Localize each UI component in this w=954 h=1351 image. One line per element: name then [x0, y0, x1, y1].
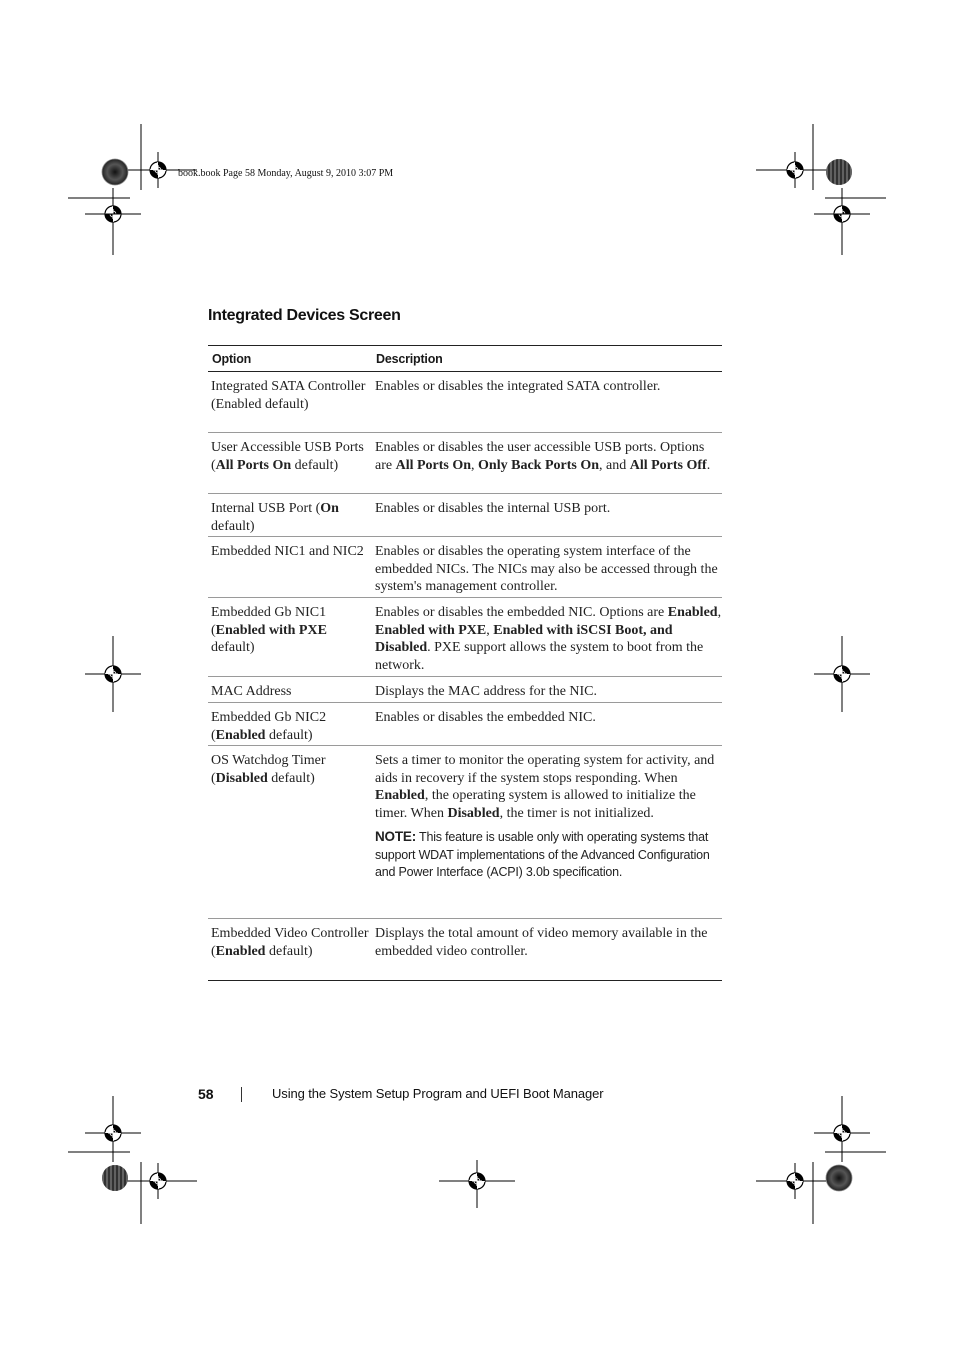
text-run: Enabled: [215, 727, 266, 743]
text-run: Embedded Video Controller (: [211, 926, 369, 959]
text-run: Enables or disables the operating system interface of the embedded NICs. The NICs may also be accessed through the system's management controller.: [375, 544, 718, 594]
table-row: [208, 919, 722, 980]
table-row: [208, 372, 722, 433]
text-run: Enables or disables the integrated SATA controller.: [375, 379, 661, 394]
text-run: Enables or disables the user accessible USB ports. Options are: [375, 440, 705, 473]
table-row: [208, 677, 722, 703]
text-run: Displays the total amount of video memory available in the embedded video controller.: [375, 926, 708, 959]
description-cell: [372, 604, 722, 676]
text-run: Disabled: [447, 805, 500, 821]
text-run: default): [265, 943, 313, 959]
description-cell: [372, 378, 722, 432]
description-cell: [372, 752, 722, 918]
table-body: [208, 372, 722, 980]
text-run: Enables or disables the embedded NIC.: [375, 710, 596, 725]
text-run: . PXE support allows the system to boot from the network.: [375, 640, 704, 673]
text-run: User Accessible USB Ports (: [211, 440, 364, 473]
option-cell: [208, 543, 372, 597]
text-run: default): [267, 770, 315, 786]
text-run: On: [320, 501, 339, 516]
table-row: [208, 703, 722, 746]
option-cell: [208, 604, 372, 676]
table-row: [208, 494, 722, 537]
text-run: , the operating system is allowed to initialize the timer. When: [375, 788, 696, 821]
text-run: .: [706, 457, 711, 473]
text-run: ,: [486, 622, 494, 638]
option-cell: [208, 439, 372, 493]
text-run: Enabled with PXE: [375, 622, 487, 638]
text-run: default): [265, 727, 313, 743]
table-row: [208, 537, 722, 598]
text-run: All Ports Off: [629, 457, 707, 473]
text-run: ,: [717, 605, 722, 620]
text-run: default): [211, 518, 255, 534]
option-cell: [208, 683, 372, 702]
text-run: All Ports On: [395, 457, 472, 473]
text-run: OS Watchdog Timer (: [211, 753, 326, 786]
table-row: [208, 598, 722, 677]
header-description: Description: [376, 351, 443, 366]
description-cell: [372, 925, 722, 980]
note-label: NOTE:: [375, 829, 416, 844]
text-run: Enabled: [215, 943, 266, 959]
description-cell: [372, 439, 722, 493]
text-run: ,: [471, 457, 479, 473]
table-row: [208, 746, 722, 919]
text-run: Embedded Gb NIC1 (: [211, 605, 327, 638]
text-run: Enables or disables the embedded NIC. Options are: [375, 605, 668, 620]
footer-separator: [241, 1087, 242, 1102]
page-number: 58: [198, 1086, 214, 1102]
text-run: Internal USB Port (: [211, 501, 321, 516]
header-option: Option: [212, 351, 252, 366]
integrated-devices-table: [208, 345, 722, 981]
option-cell: [208, 709, 372, 745]
description-cell: [372, 683, 722, 702]
text-run: Enabled with iSCSI Boot, and Disabled: [375, 622, 673, 655]
text-run: MAC Address: [211, 684, 292, 699]
text-run: Enabled: [375, 788, 425, 803]
table-header: [208, 346, 722, 372]
text-run: Integrated SATA Controller (Enabled default): [211, 379, 366, 412]
text-run: All Ports On: [215, 457, 292, 473]
note-block: [375, 828, 722, 882]
description-cell: [372, 543, 722, 597]
text-run: Enabled: [667, 605, 718, 620]
text-run: Only Back Ports On: [478, 457, 600, 473]
table-row: [208, 433, 722, 494]
text-run: default): [211, 640, 255, 655]
footer-chapter-title: Using the System Setup Program and UEFI Boot Manager: [272, 1086, 604, 1101]
text-run: Embedded NIC1 and NIC2: [211, 544, 364, 559]
page-footer: [0, 1086, 954, 1106]
text-run: Enabled with PXE: [215, 622, 327, 638]
description-cell: [372, 709, 722, 745]
text-run: , the timer is not initialized.: [499, 805, 654, 821]
option-cell: [208, 500, 372, 536]
text-run: Disabled: [215, 770, 268, 786]
note-text: This feature is usable only with operating systems that support WDAT implementations of the Advanced Configuration and Power Interface (ACPI) 3.0b specification.: [375, 830, 710, 879]
print-slug: book.book Page 58 Monday, August 9, 2010 3:07 PM: [178, 168, 394, 179]
text-run: default): [291, 457, 339, 473]
section-title: Integrated Devices Screen: [208, 307, 401, 324]
text-run: Sets a timer to monitor the operating system for activity, and aids in recovery if the system stops responding. When: [375, 753, 715, 786]
description-cell: [372, 500, 722, 536]
text-run: , and: [599, 457, 630, 473]
option-cell: [208, 925, 372, 980]
option-cell: [208, 378, 372, 432]
text-run: Displays the MAC address for the NIC.: [375, 684, 598, 699]
text-run: Enables or disables the internal USB port.: [375, 501, 611, 516]
text-run: Embedded Gb NIC2 (: [211, 710, 327, 743]
option-cell: [208, 752, 372, 918]
